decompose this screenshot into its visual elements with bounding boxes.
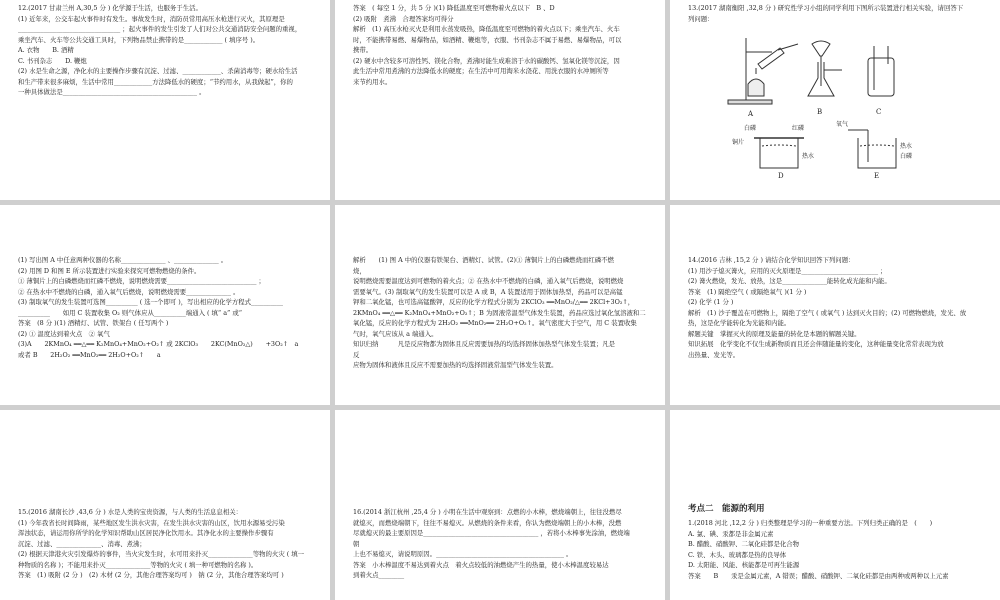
page-pane-q12 (0, 0, 330, 200)
text-line: (2) 水是生命之源，净化水的主要操作步骤有沉淀、过滤、____________、杀菌消毒等；硬水给生活 (18, 67, 298, 75)
question-12-answer (353, 3, 655, 87)
text-line: ② 在热水中不燃烧的白磷，通入氧气后燃烧，说明燃烧需要______________ 。 (18, 287, 240, 296)
text-line: 解析 (1) 图 A 中的仪器有铁架台、酒精灯、试管。(2)① 薄铜片上的白磷燃烧而红磷不燃 (353, 256, 614, 264)
text-line: 尽就熄灭的最主要原因是____________________________________ ，若将小木棒事先涂油，燃烧端 (353, 529, 630, 537)
text-line: 应物为固体和液体且反应不需要加热的均选择固液常温型气体发生装置。 (353, 361, 558, 369)
text-line: 氧化锰，反应的化学方程式为 2H₂O₂ ══MnO₂══ 2H₂O+O₂↑。氧气密度大于空气，用 C 装置收集 (353, 319, 637, 327)
text-line: 答案 ( 每空 1 分，共 5 分 )(1) 降低温度至可燃物着火点以下 B 、D (353, 4, 555, 12)
question-15 (18, 507, 320, 581)
text-line: 知识归纳 凡是反应物都为固体且反应需要加热的均选择固体加热型气体发生装置；凡是 (353, 340, 616, 348)
text-line: 气时，氧气应该从 a 端通入。 (353, 329, 438, 338)
text-line: 答案 (1) 吸附 (2 分 ) (2) 木材 (2 分，其他合理答案均可 ) 钠 (2 分，其他合理答案均可 ) (18, 571, 284, 579)
question-12 (18, 3, 320, 98)
text-line: (2) 根据天津港火灾引发爆炸的事件，当火灾发生时，水可用来扑灭______________等物的火灾 ( 填一 (18, 550, 305, 558)
text-line: (2) 化学 (1 分 ) (688, 298, 734, 306)
text-line: 携带。 (353, 46, 373, 54)
apparatus-a (728, 38, 798, 118)
text-line: (1) 近年来，公交车起火事件时有发生。事故发生时，消防员常用高压水枪进行灭火，其原理是 (18, 14, 285, 23)
text-line: B. 醋酸、硝酸钾、二氧化硅都是化合物 (688, 540, 800, 548)
text-line: 热，这是化学能转化为光能和内能。 (688, 319, 791, 327)
text-line: 此生活中常用煮沸的方法降低水的硬度；在生活中可用淘米水浇花、用洗衣服的水冲厕所等 (353, 67, 609, 75)
apparatus-c (868, 46, 894, 116)
text-line: 答案 (8 分 )(1) 酒精灯、试管、铁架台 ( 任写两个 ) (18, 319, 169, 327)
question-16 (353, 507, 655, 581)
text-line: 答案 B 汞是金属元素，A 错误；醋酸、硝酸钾、二氧化硅都是由两种或两种以上元素 (688, 571, 949, 580)
text-line: 16.(2014 浙江杭州 ,25,4 分 ) 小明在生活中观察到：点燃的小木棒，燃烧端朝上，往往没燃尽 (353, 508, 622, 516)
page-pane-topic2 (670, 410, 1000, 600)
text-line: 知识拓展 化学变化不仅生成新物质而且还会伴随能量的变化，这种能量变化常常表现为放 (688, 340, 944, 348)
page-pane-q14 (670, 205, 1000, 405)
text-line: 15.(2016 湖南长沙 ,43,6 分 ) 水是人类的宝贵资源，与人类的生活息息相关： (18, 508, 242, 516)
page-pane-q13-cont (0, 205, 330, 405)
text-line: 反 (353, 350, 360, 359)
svg-text:氧气: 氧气 (836, 121, 849, 128)
text-line: 2KMnO₄ ══△══ K₂MnO₄+MnO₂+O₂↑；B 为固液常温型气体发生装置，药品应选过氧化氢溶液和二 (353, 308, 646, 317)
svg-text:D: D (778, 172, 784, 179)
text-line: 到着火点________ (353, 571, 405, 579)
text-line: 沉淀、过滤、______________、消毒、煮沸； (18, 539, 146, 548)
text-line: 来节约用水。 (353, 77, 392, 86)
text-line: 出热量、发光等。 (688, 350, 740, 359)
text-line: (3) 制取氧气的发生装置可选图__________ ( 选一个即可 )，写出相应的化学方程式__________ (18, 298, 284, 306)
text-line: 13.(2017 湖南衡阳 ,32,8 分 ) 研究性学习小组的同学利用下图所示装置进行相关实验，请回答下 (688, 4, 964, 12)
text-line: 上也不易熄灭，请说明原因。________________________________________ 。 (353, 550, 573, 558)
apparatus-e (836, 120, 912, 179)
text-line: 浑浊状态，请运用你所学的化学知识帮助山区居民净化饮用水。其净化水的主要操作步骤有 (18, 529, 274, 537)
text-line: 答案 (1) 隔绝空气 ( 或隔绝氧气 )(1 分 ) (688, 287, 807, 296)
text-line: 和生产带来很多麻烦，生活中常用____________方法降低水的硬度；“节约用水，从我做起”，你的 (18, 77, 293, 86)
page-pane-q12-answer (335, 0, 665, 200)
svg-text:E: E (874, 172, 880, 179)
svg-text:热水: 热水 (802, 153, 815, 160)
svg-text:白磷: 白磷 (900, 153, 913, 160)
question-13-analysis (353, 255, 655, 371)
question-13 (688, 3, 990, 24)
svg-text:A: A (748, 110, 754, 118)
text-line: (2) 用图 D 和图 E 所示装置进行实验来探究可燃物燃烧的条件。 (18, 266, 201, 275)
page-pane-q13-analysis (335, 205, 665, 405)
text-line: 14.(2016 吉林 ,15,2 分 ) 请结合化学知识回答下列问题： (688, 256, 855, 264)
page-pane-q13 (670, 0, 1000, 200)
text-line: (3)A 2KMnO₄ ══△══ K₂MnO₄+MnO₂+O₂↑ 或 2KClO₃ 2KC(MnO₂△) +3O₂↑ a (18, 340, 299, 348)
svg-text:C: C (876, 108, 882, 116)
apparatus-d (732, 124, 814, 179)
text-line: (1) 写出图 A 中任意两种仪器的名称______________ 、______________ 。 (18, 256, 228, 264)
text-line: (1) 今年我省长时间降雨，某些地区发生洪水灾害，在发生洪水灾害的山区，饮用水源易受污染 (18, 518, 285, 527)
page-pane-q16 (335, 410, 665, 600)
text-line: 时，不能携带易燃、易爆物品，如酒精、鞭炮等，衣服、书刊杂志不属于易燃、易爆物品，可以 (353, 35, 622, 44)
text-line: __________ 如用 C 装置收集 O₂ 则气体应从__________端通入 ( 填“ a” 或“ (18, 308, 242, 317)
text-line: ________________________________ ；起火事件的发生引发了人们对公共交通消防安全问题的重视， (18, 25, 302, 33)
text-line: 种物质的名称 )；不能用来扑灭______________等物的火灾 ( 填一种可燃物的名称 )。 (18, 560, 258, 569)
text-line: 解析 (1) 高压水枪灭火是利用水蒸发吸热，降低温度至可燃物的着火点以下；乘坐汽车、火车 (353, 25, 620, 33)
text-line: (1) 用沙子熄灭篝火，应用的灭火原理是________________________ ； (688, 266, 887, 275)
question-13-continued (18, 255, 320, 360)
text-line: 答案 小木棒温度不易达到着火点 着火点较低的油燃烧产生的热量，使小木棒温度较易达 (353, 560, 609, 569)
text-line: 或者 B 2H₂O₂ ══MnO₂══ 2H₂O+O₂↑ a (18, 350, 161, 359)
text-line: 12.(2017 甘肃兰州 A,30,5 分 ) 化学源于生活，也服务于生活。 (18, 4, 202, 12)
svg-text:铜片: 铜片 (732, 139, 745, 146)
text-line: A. 衣物 B. 酒精 (18, 46, 74, 54)
text-line: 1.(2018 河北 ,12,2 分 ) 归类整理是学习的一种重要方法。下列归类正确的是 ( ) (688, 519, 933, 527)
text-line: ① 薄铜片上的白磷燃烧而红磷不燃烧，说明燃烧需要____________________________ ； (18, 277, 265, 285)
text-line: 需要氧气。(3) 制取氧气的发生装置可以是 A 或 B，A 装置适用于固体加热型，药品可以是高锰 (353, 287, 623, 296)
text-line: (2) 吸附 煮沸 合理答案均可得分 (353, 14, 454, 23)
text-line: (2) 篝火燃烧，发光、放热，这是______________能转化成光能和内能。 (688, 277, 891, 285)
topic-title: 考点二 能源的利用 (688, 504, 765, 514)
apparatus-b (808, 41, 842, 116)
text-line: 说明燃烧需要温度达到可燃物的着火点；② 在热水中不燃烧的白磷，通入氧气后燃烧，说明燃烧 (353, 277, 624, 285)
text-line: 就熄灭，而燃烧端朝下，往往不易熄灭。从燃烧的条件来看，你认为燃烧端朝上的小木棒，没燃 (353, 518, 622, 527)
page-pane-q15 (0, 410, 330, 600)
text-line: C. 铁、木头、玻璃都是热的良导体 (688, 550, 787, 559)
topic-2-energy (688, 502, 990, 581)
text-line: 烧， (353, 266, 366, 275)
text-line: (2) 硬水中含较多可溶性钙、镁化合物，煮沸时能生成难溶于水的碳酸钙、氢氧化镁等沉淀，因 (353, 56, 620, 65)
text-line: 列问题： (688, 14, 714, 23)
text-line: 解析 (1) 沙子覆盖在可燃物上，隔绝了空气 ( 或氧气 ) 达到灭火目的；(2) 可燃物燃烧，发光、放 (688, 308, 967, 317)
text-line: D. 太阳能、风能、核能都是可再生能源 (688, 561, 800, 569)
lab-apparatus-figure (698, 34, 958, 179)
svg-text:红磷: 红磷 (792, 125, 805, 132)
text-line: A. 氯、碘、汞都是非金属元素 (688, 529, 774, 538)
text-line: 乘坐汽车、火车等公共交通工具时，下列物品禁止携带的是____________ ( 填序号 )。 (18, 35, 260, 44)
svg-text:热水: 热水 (900, 143, 913, 150)
text-line: (2) ① 温度达到着火点 ② 氧气 (18, 329, 110, 338)
text-line: 朝 (353, 539, 360, 548)
question-14 (688, 255, 990, 360)
svg-text:B: B (817, 108, 823, 116)
text-line: 一种具体做法是__________________________________________ 。 (18, 88, 206, 96)
svg-text:白磷: 白磷 (744, 125, 757, 132)
text-line: 钾和二氧化锰，也可选高锰酸钾，反应的化学方程式分别为 2KClO₃ ══MnO₂/△══ 2KCl+3O₂↑， (353, 298, 635, 306)
text-line: C. 书刊杂志 D. 鞭炮 (18, 56, 87, 65)
text-line: 解题关键 掌握灭火的原理及能量的转化是本题的解题关键。 (688, 329, 861, 338)
